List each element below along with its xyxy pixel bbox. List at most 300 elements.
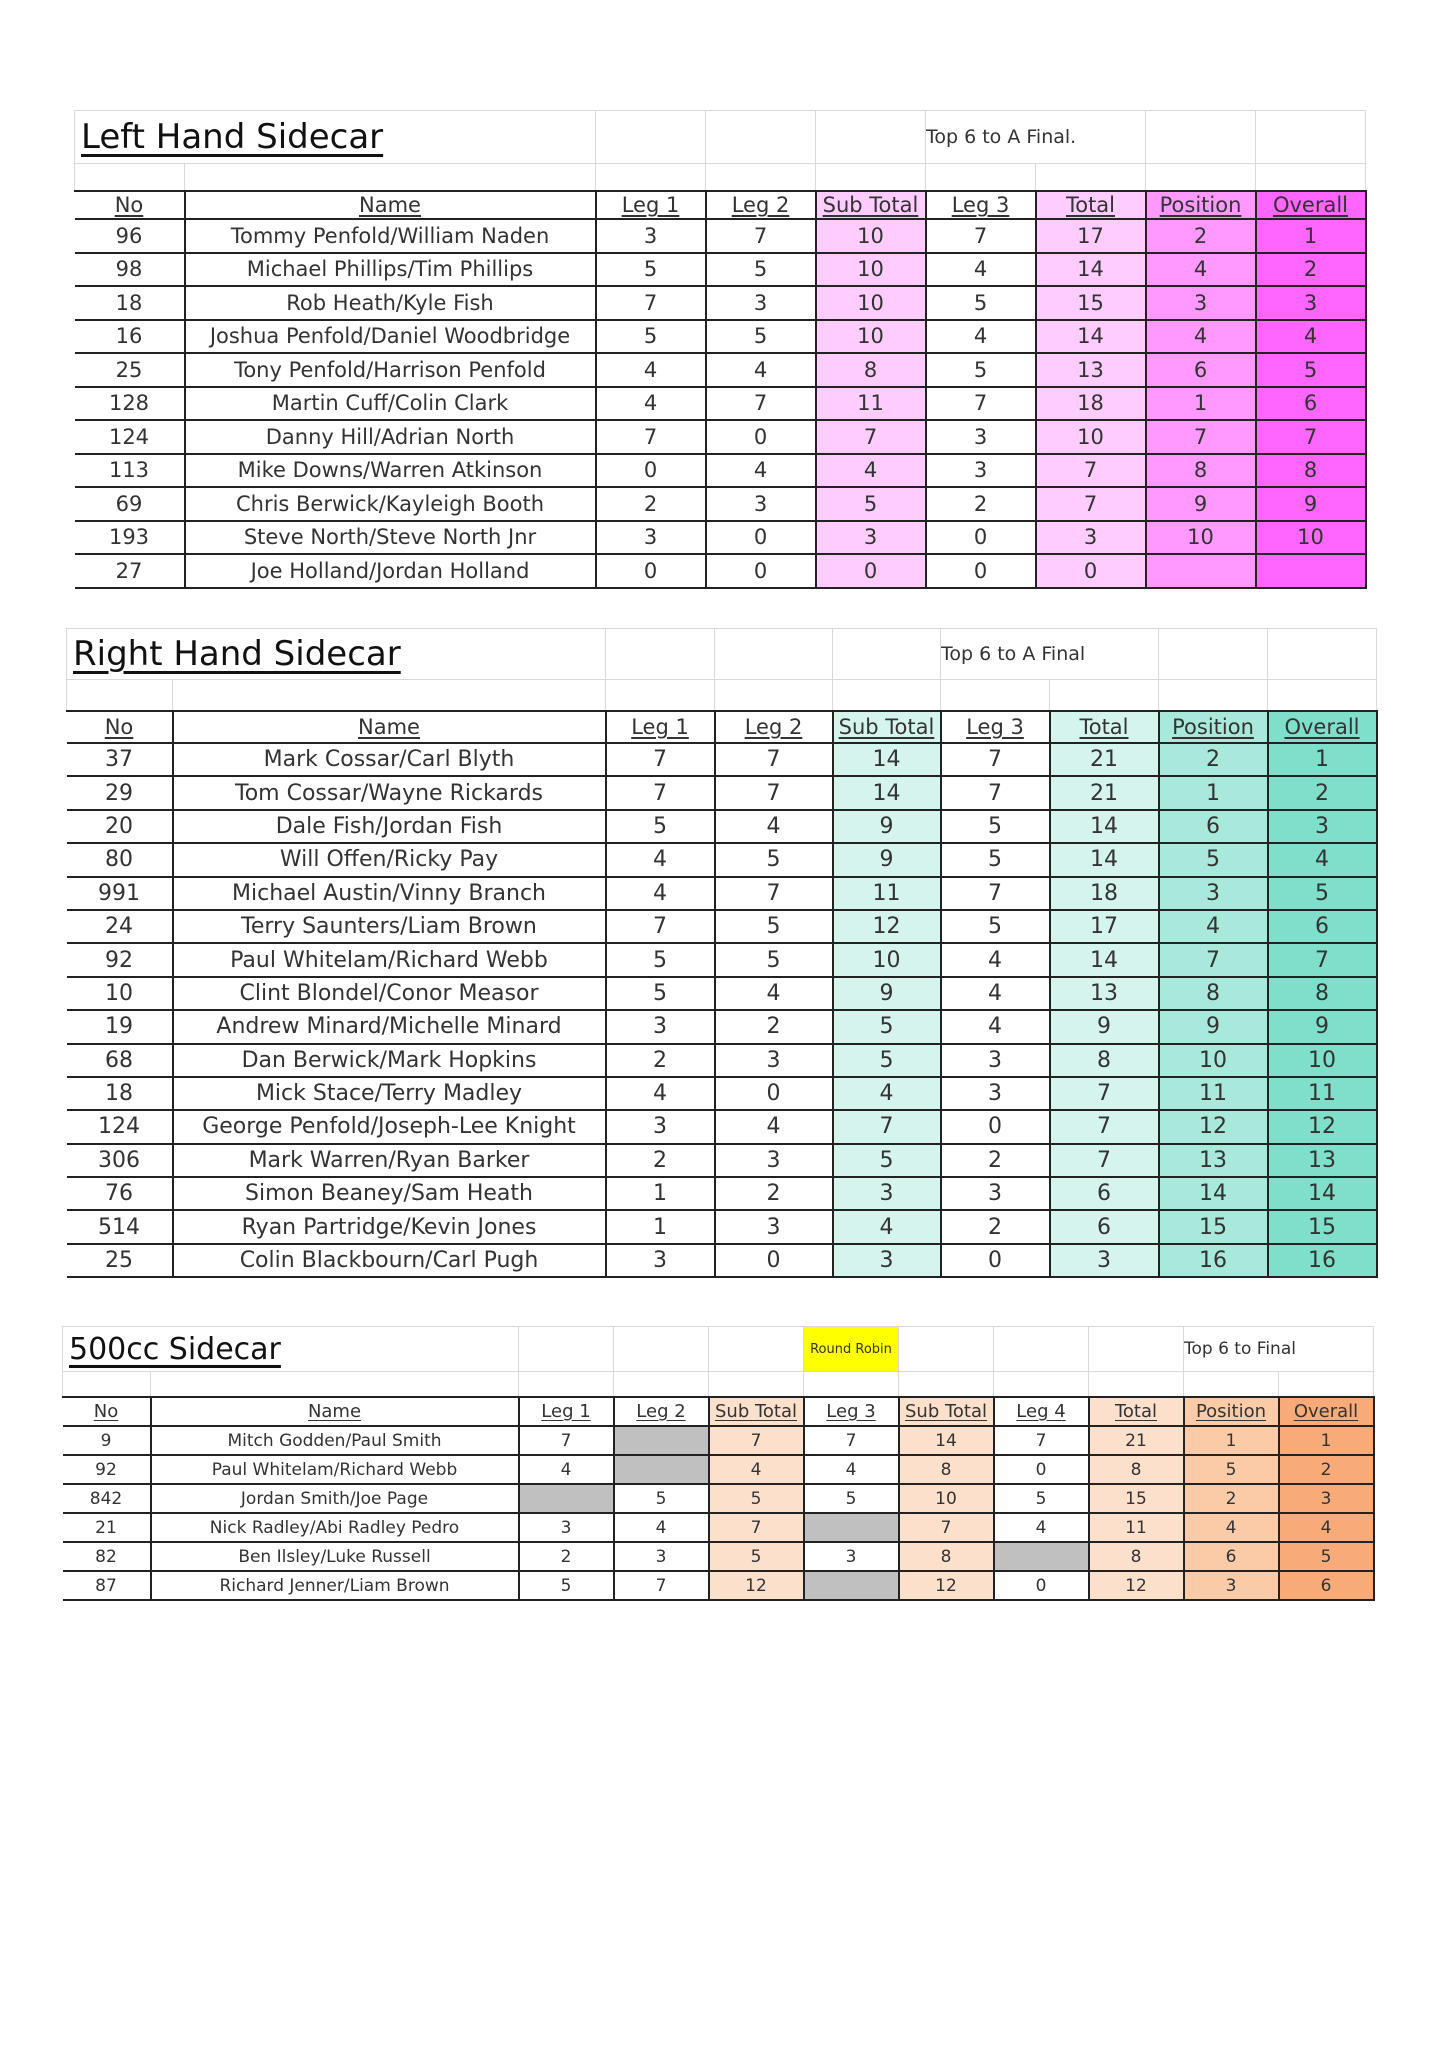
cell-no: 20 [67,810,173,843]
cell-name: Martin Cuff/Colin Clark [185,387,596,421]
cell-leg2: 3 [715,1210,833,1243]
cell-leg3: 5 [941,910,1050,943]
cell-name: Joe Holland/Jordan Holland [185,554,596,588]
cell-no: 306 [67,1144,173,1177]
col-header-name: Name [151,1397,519,1426]
cell-leg3: 0 [926,554,1036,588]
cell-leg1: 7 [596,420,706,454]
cell-leg2: 4 [715,1110,833,1143]
cell-total: 17 [1036,219,1146,253]
cell-name: Andrew Minard/Michelle Minard [173,1010,606,1043]
table-row [75,320,1366,354]
cell-sub-total: 10 [816,320,926,354]
cell-leg3: 3 [804,1542,899,1571]
cell-leg2: 4 [715,977,833,1010]
cell-leg2: 7 [715,743,833,776]
cell-leg1: 0 [596,554,706,588]
table-row [67,943,1377,976]
table-row [75,454,1366,488]
cell-sub-total-2: 12 [899,1571,994,1600]
cell-leg1: 7 [606,776,715,809]
cell-leg3: 7 [941,743,1050,776]
cell-name: Rob Heath/Kyle Fish [185,286,596,320]
section-title: Left Hand Sidecar [75,111,596,164]
cell-overall: 8 [1268,977,1377,1010]
cell-leg3: 7 [804,1426,899,1455]
cell-leg1: 4 [596,353,706,387]
cell-overall: 6 [1256,387,1366,421]
right-hand-sidecar-section [66,628,1378,1278]
cell-no: 991 [67,877,173,910]
cell-overall [1256,554,1366,588]
cell-leg2: 2 [715,1010,833,1043]
table-row [67,743,1377,776]
cell-overall: 1 [1279,1426,1374,1455]
cell-no: 29 [67,776,173,809]
cell-sub-total: 4 [816,454,926,488]
cell-leg1: 2 [606,1144,715,1177]
cell-no: 514 [67,1210,173,1243]
cell-position: 9 [1146,487,1256,521]
col-header-leg2: Leg 2 [715,711,833,743]
cell-sub-total: 5 [816,487,926,521]
cell-position: 6 [1184,1542,1279,1571]
cell-leg4: 5 [994,1484,1089,1513]
cell-overall: 7 [1268,943,1377,976]
cell-leg2: 3 [614,1542,709,1571]
cell-position: 3 [1146,286,1256,320]
cell-position: 6 [1159,810,1268,843]
table-row [67,776,1377,809]
cell-leg3: 0 [941,1244,1050,1277]
cell-leg3: 3 [941,1044,1050,1077]
cell-position: 6 [1146,353,1256,387]
cell-sub-total: 7 [833,1110,941,1143]
cell-total: 15 [1036,286,1146,320]
cell-name: Clint Blondel/Conor Measor [173,977,606,1010]
cell-leg1: 7 [606,910,715,943]
cell-position: 1 [1184,1426,1279,1455]
cell-leg2: 5 [715,843,833,876]
cell-no: 24 [67,910,173,943]
col-header-name: Name [185,191,596,219]
cell-overall: 13 [1268,1144,1377,1177]
cell-position: 1 [1159,776,1268,809]
cell-name: Michael Austin/Vinny Branch [173,877,606,910]
cell-name: Tony Penfold/Harrison Penfold [185,353,596,387]
round-robin-badge: Round Robin [804,1327,899,1372]
cell-position: 4 [1146,253,1256,287]
cell-leg1: 2 [519,1542,614,1571]
cell-no: 18 [67,1077,173,1110]
cell-overall: 7 [1256,420,1366,454]
cell-leg4: 0 [994,1571,1089,1600]
section-title: 500cc Sidecar [63,1327,519,1372]
cell-leg3: 2 [941,1210,1050,1243]
cell-leg2: 0 [715,1077,833,1110]
table-row [75,554,1366,588]
cell-total: 14 [1050,843,1159,876]
table-row [75,487,1366,521]
cell-position: 5 [1184,1455,1279,1484]
cell-skipped [614,1455,709,1484]
col-header-overall: Overall [1279,1397,1374,1426]
cell-sub-total-2: 8 [899,1455,994,1484]
cell-overall: 5 [1279,1542,1374,1571]
cell-sub-total: 14 [833,776,941,809]
cell-leg1: 3 [596,219,706,253]
cell-leg3: 4 [941,1010,1050,1043]
cell-leg3: 7 [926,219,1036,253]
col-header-sub-total: Sub Total [816,191,926,219]
cell-leg3: 4 [926,320,1036,354]
cell-sub-total-2: 8 [899,1542,994,1571]
left-hand-sidecar-section [74,110,1367,589]
section-note: Top 6 to A Final [941,629,1159,680]
cell-leg2: 4 [706,353,816,387]
cell-leg2: 3 [706,487,816,521]
cell-leg2: 5 [715,910,833,943]
cell-position [1146,554,1256,588]
col-header-total: Total [1089,1397,1184,1426]
cell-overall: 4 [1279,1513,1374,1542]
cell-overall: 11 [1268,1077,1377,1110]
cell-no: 10 [67,977,173,1010]
cell-position: 2 [1146,219,1256,253]
col-header-sub-total: Sub Total [833,711,941,743]
col-header-leg2: Leg 2 [614,1397,709,1426]
cell-position: 15 [1159,1210,1268,1243]
cell-no: 27 [75,554,185,588]
cell-position: 10 [1159,1044,1268,1077]
cell-overall: 2 [1268,776,1377,809]
cell-leg2: 0 [715,1244,833,1277]
cell-sub-total: 4 [833,1077,941,1110]
cell-overall: 6 [1279,1571,1374,1600]
cell-no: 68 [67,1044,173,1077]
cell-leg2: 7 [614,1571,709,1600]
cell-no: 113 [75,454,185,488]
cell-total: 7 [1050,1110,1159,1143]
cell-leg1: 7 [596,286,706,320]
table-row [67,1044,1377,1077]
cell-sub-total: 4 [709,1455,804,1484]
table-header [67,711,1377,743]
cell-skipped [519,1484,614,1513]
cell-leg4: 7 [994,1426,1089,1455]
cell-sub-total: 12 [833,910,941,943]
cell-position: 5 [1159,843,1268,876]
cell-total: 10 [1036,420,1146,454]
cell-leg3: 2 [926,487,1036,521]
col-header-leg4: Leg 4 [994,1397,1089,1426]
cell-name: Ryan Partridge/Kevin Jones [173,1210,606,1243]
cell-sub-total-2: 14 [899,1426,994,1455]
table-row [75,420,1366,454]
cell-total: 3 [1036,521,1146,555]
cell-position: 10 [1146,521,1256,555]
cell-total: 9 [1050,1010,1159,1043]
cell-name: Ben Ilsley/Luke Russell [151,1542,519,1571]
cell-no: 128 [75,387,185,421]
cell-leg3: 3 [926,420,1036,454]
cell-overall: 14 [1268,1177,1377,1210]
cell-position: 9 [1159,1010,1268,1043]
table-row [67,1144,1377,1177]
cell-skipped [614,1426,709,1455]
cell-skipped [804,1513,899,1542]
cell-name: Mitch Godden/Paul Smith [151,1426,519,1455]
cell-total: 14 [1050,943,1159,976]
cell-overall: 2 [1256,253,1366,287]
cell-leg1: 1 [606,1210,715,1243]
cell-leg1: 7 [519,1426,614,1455]
cell-overall: 1 [1256,219,1366,253]
col-header-sub-total-2: Sub Total [899,1397,994,1426]
cell-leg2: 4 [706,454,816,488]
table-header [63,1397,1374,1426]
cell-leg3: 4 [804,1455,899,1484]
table-row [75,219,1366,253]
cell-name: Paul Whitelam/Richard Webb [173,943,606,976]
cell-leg1: 3 [606,1010,715,1043]
cell-no: 9 [63,1426,151,1455]
table-row [63,1542,1374,1571]
cell-position: 3 [1184,1571,1279,1600]
cell-total: 3 [1050,1244,1159,1277]
cell-sub-total: 5 [709,1484,804,1513]
cell-leg2: 3 [715,1144,833,1177]
table-row [63,1426,1374,1455]
cell-no: 124 [67,1110,173,1143]
table-row [67,1010,1377,1043]
cell-leg2: 0 [706,554,816,588]
cell-leg2: 2 [715,1177,833,1210]
cell-name: Mark Warren/Ryan Barker [173,1144,606,1177]
table-row [75,521,1366,555]
col-header-no: No [75,191,185,219]
cell-total: 8 [1089,1455,1184,1484]
cell-leg3: 4 [941,943,1050,976]
cell-leg3: 5 [926,286,1036,320]
cell-name: Steve North/Steve North Jnr [185,521,596,555]
col-header-name: Name [173,711,606,743]
cell-no: 37 [67,743,173,776]
cell-no: 92 [63,1455,151,1484]
cell-leg2: 7 [715,776,833,809]
cell-total: 7 [1050,1077,1159,1110]
cell-leg3: 0 [926,521,1036,555]
cell-no: 69 [75,487,185,521]
cell-leg1: 2 [596,487,706,521]
cell-no: 92 [67,943,173,976]
cell-sub-total: 3 [833,1177,941,1210]
cell-total: 18 [1050,877,1159,910]
section-title: Right Hand Sidecar [67,629,606,680]
cell-leg1: 0 [596,454,706,488]
cell-total: 17 [1050,910,1159,943]
cell-position: 1 [1146,387,1256,421]
cell-leg3: 7 [926,387,1036,421]
cell-overall: 10 [1256,521,1366,555]
cell-total: 7 [1036,454,1146,488]
cell-leg2: 5 [706,253,816,287]
cell-leg2: 5 [614,1484,709,1513]
cell-sub-total: 3 [833,1244,941,1277]
cell-total: 21 [1050,776,1159,809]
cell-skipped [804,1571,899,1600]
cell-overall: 9 [1256,487,1366,521]
cell-name: Danny Hill/Adrian North [185,420,596,454]
cell-sub-total: 10 [816,286,926,320]
cell-overall: 3 [1268,810,1377,843]
cell-name: Nick Radley/Abi Radley Pedro [151,1513,519,1542]
table-row [63,1571,1374,1600]
table-row [67,977,1377,1010]
cell-position: 16 [1159,1244,1268,1277]
500cc-sidecar-section [62,1326,1375,1601]
cell-skipped [994,1542,1089,1571]
cell-position: 3 [1159,877,1268,910]
cell-name: Mike Downs/Warren Atkinson [185,454,596,488]
section-note: Top 6 to Final [1184,1327,1374,1372]
cell-sub-total: 9 [833,810,941,843]
cell-name: Terry Saunters/Liam Brown [173,910,606,943]
cell-sub-total: 7 [709,1513,804,1542]
cell-overall: 5 [1256,353,1366,387]
cell-position: 7 [1159,943,1268,976]
cell-no: 96 [75,219,185,253]
cell-leg3: 4 [926,253,1036,287]
cell-name: Michael Phillips/Tim Phillips [185,253,596,287]
cell-sub-total: 5 [709,1542,804,1571]
cell-leg3: 0 [941,1110,1050,1143]
col-header-position: Position [1184,1397,1279,1426]
col-header-leg1: Leg 1 [519,1397,614,1426]
cell-name: Richard Jenner/Liam Brown [151,1571,519,1600]
cell-leg3: 5 [926,353,1036,387]
cell-no: 98 [75,253,185,287]
cell-overall: 2 [1279,1455,1374,1484]
cell-sub-total: 11 [816,387,926,421]
col-header-position: Position [1146,191,1256,219]
cell-name: Dale Fish/Jordan Fish [173,810,606,843]
table-row [67,843,1377,876]
cell-total: 13 [1036,353,1146,387]
cell-sub-total: 7 [709,1426,804,1455]
cell-leg3: 7 [941,877,1050,910]
cell-total: 14 [1050,810,1159,843]
cell-no: 124 [75,420,185,454]
col-header-leg3: Leg 3 [941,711,1050,743]
cell-leg1: 5 [519,1571,614,1600]
cell-leg1: 4 [596,387,706,421]
cell-sub-total: 5 [833,1044,941,1077]
cell-total: 7 [1036,487,1146,521]
cell-leg1: 5 [606,810,715,843]
table-row [75,286,1366,320]
cell-overall: 3 [1256,286,1366,320]
cell-position: 4 [1159,910,1268,943]
section-note: Top 6 to A Final. [926,111,1146,164]
cell-leg3: 5 [941,810,1050,843]
cell-leg1: 4 [519,1455,614,1484]
table-row [63,1484,1374,1513]
col-header-total: Total [1036,191,1146,219]
cell-sub-total: 0 [816,554,926,588]
cell-total: 8 [1050,1044,1159,1077]
cell-total: 12 [1089,1571,1184,1600]
cell-no: 842 [63,1484,151,1513]
col-header-no: No [63,1397,151,1426]
cell-leg1: 7 [606,743,715,776]
cell-overall: 4 [1268,843,1377,876]
cell-position: 13 [1159,1144,1268,1177]
cell-leg2: 4 [614,1513,709,1542]
cell-name: George Penfold/Joseph-Lee Knight [173,1110,606,1143]
cell-sub-total: 10 [833,943,941,976]
cell-total: 21 [1089,1426,1184,1455]
cell-leg3: 5 [941,843,1050,876]
cell-no: 76 [67,1177,173,1210]
cell-total: 21 [1050,743,1159,776]
col-header-position: Position [1159,711,1268,743]
cell-total: 13 [1050,977,1159,1010]
cell-leg1: 3 [596,521,706,555]
col-header-leg3: Leg 3 [804,1397,899,1426]
cell-total: 0 [1036,554,1146,588]
cell-total: 18 [1036,387,1146,421]
cell-no: 25 [67,1244,173,1277]
cell-total: 7 [1050,1144,1159,1177]
cell-total: 15 [1089,1484,1184,1513]
cell-leg4: 4 [994,1513,1089,1542]
cell-sub-total: 14 [833,743,941,776]
cell-name: Colin Blackbourn/Carl Pugh [173,1244,606,1277]
cell-leg1: 3 [606,1244,715,1277]
cell-total: 11 [1089,1513,1184,1542]
cell-leg2: 0 [706,521,816,555]
cell-leg1: 5 [606,977,715,1010]
cell-no: 25 [75,353,185,387]
cell-position: 8 [1159,977,1268,1010]
cell-name: Mick Stace/Terry Madley [173,1077,606,1110]
cell-leg1: 2 [606,1044,715,1077]
cell-leg1: 5 [596,253,706,287]
col-header-leg3: Leg 3 [926,191,1036,219]
cell-position: 2 [1184,1484,1279,1513]
table-header [75,191,1366,219]
cell-sub-total: 11 [833,877,941,910]
cell-leg2: 5 [715,943,833,976]
cell-leg2: 7 [706,219,816,253]
cell-sub-total: 3 [816,521,926,555]
cell-leg2: 4 [715,810,833,843]
cell-sub-total: 10 [816,253,926,287]
table-row [67,1077,1377,1110]
col-header-overall: Overall [1256,191,1366,219]
table-row [67,1177,1377,1210]
cell-leg3: 4 [941,977,1050,1010]
cell-no: 80 [67,843,173,876]
cell-overall: 5 [1268,877,1377,910]
table-row [75,253,1366,287]
cell-overall: 10 [1268,1044,1377,1077]
cell-sub-total: 9 [833,843,941,876]
cell-position: 11 [1159,1077,1268,1110]
cell-leg3: 5 [804,1484,899,1513]
cell-leg4: 0 [994,1455,1089,1484]
